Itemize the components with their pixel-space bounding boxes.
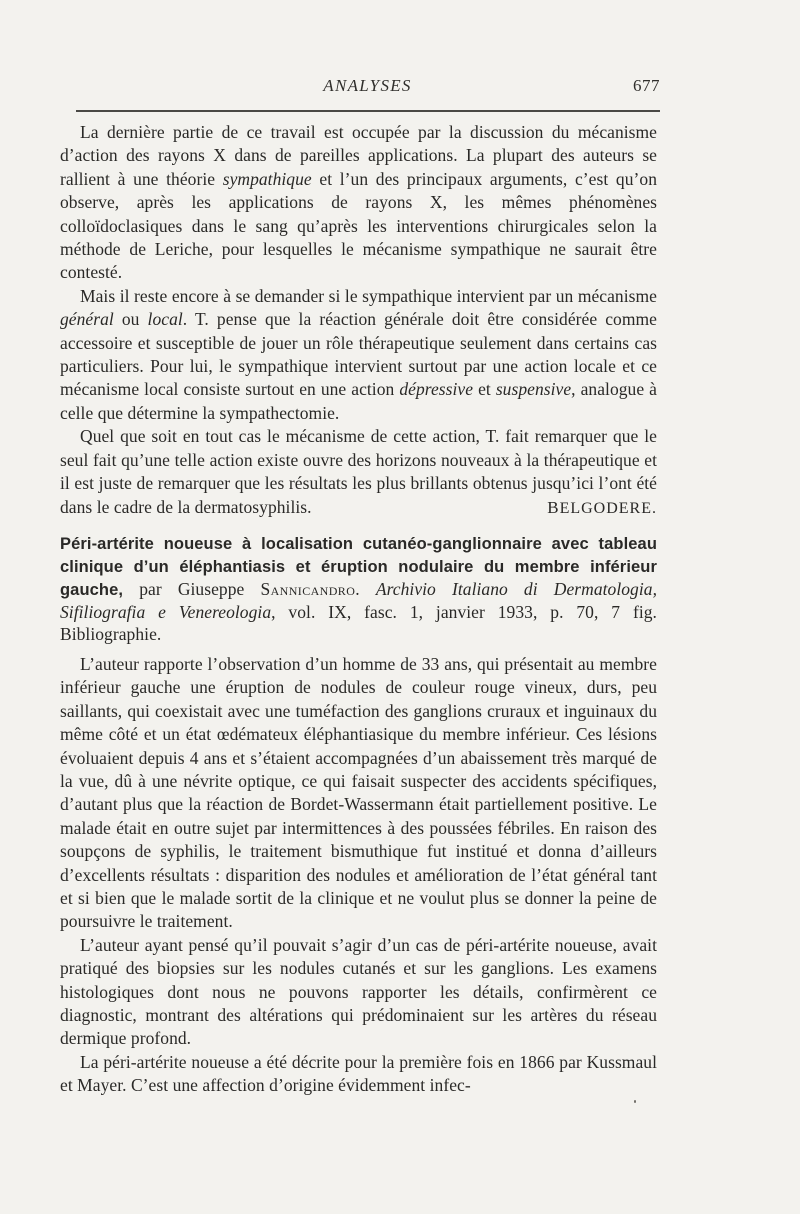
text-run: . T. pense que la réaction générale doit être considérée comme accessoire et susceptible de jouer un rôle thérapeutique seulement dans certains cas particuliers. Pour lui, le sympathique intervient surtout par une action locale et ce mécanisme local consiste surtout en une action [60,309,657,400]
reviewer-signature: BELGODERE. [547,497,657,517]
italic-run: dépressive [399,379,474,400]
text-run: L’auteur ayant pensé qu’il pouvait s’agir d’un cas de péri-artérite noueuse, avait pratiqué des biopsies sur les nodules cutanés et sur les ganglions. Les examens histologiques dont nous ne pouvons rapporter les détails, confirmèrent ce diagnostic, montrant des altérations qui prédominaient sur les artères du réseau dermique profond. [60,934,657,1049]
abstract-title: Péri-artérite noueuse à localisation cutanéo-ganglionnaire avec tableau clinique d’un éléphantiasis et éruption nodulaire du membre inférieur gauche, [60,534,657,599]
italic-run: local [147,309,183,330]
text-run: La péri-artérite noueuse a été décrite pour la première fois en 1866 par Kussmaul et Mayer. C’est une affection d’origine évidemment infec- [60,1051,657,1096]
abstract-heading [60,532,657,645]
citation-details: , vol. IX, fasc. 1, janvier 1933, p. 70, 7 fig. Bibliographie. [60,601,657,644]
article-body [60,121,657,1098]
text-run: La dernière partie de ce travail est occupée par la discussion du mécanisme d’action des rayons X dans de pareilles applications. La plupart des auteurs se rallient à une théorie [60,122,657,189]
paragraph [60,1051,657,1098]
paragraph [60,934,657,1051]
italic-run: suspensive [495,379,572,400]
text-run: et l’un des principaux arguments, c’est qu’on observe, après les applications de rayons X, les mêmes phénomènes colloïdoclasiques dans le sang qu’après les interventions chirurgicales selon la méthode de Leriche, pour lesquelles le mécanisme sympathique ne saurait être contesté. [60,168,657,283]
section-2 [60,653,657,1098]
text-run: ou [113,309,148,330]
text-run: , analogue à celle que détermine la sympathectomie. [60,379,657,423]
section-1 [60,121,657,520]
author-name: Sannicandro [260,578,356,599]
header-rule [76,110,660,112]
paragraph [60,121,657,285]
page-header [75,76,660,102]
text-run: L’auteur rapporte l’observation d’un homme de 33 ans, qui présentait au membre inférieur gauche une éruption de nodules de couleur rouge vineux, durs, peu saillants, qui coexistait avec une tuméfaction des ganglions cruraux et inguinaux du même côté et un état œdémateux éléphantiasique du membre inférieur. Ces lésions évoluaient depuis 4 ans et s’étaient accompagnées d’un abaissement très marqué de la vue, dû à une névrite optique, ce qui faisait suspecter des accidents spécifiques, d’autant plus que la réaction de Bordet-Wassermann était partiellement positive. Le malade était en outre sujet par intermittences à des poussées fébriles. En raison des soupçons de syphilis, le traitement bismuthique fut institué et donna d’ailleurs d’excellents résultats : disparition des nodules et amélioration de l’état général tant et si bien que le malade sortit de la clinique et ne voulut plus se donner la peine de poursuivre le traitement. [60,653,657,932]
journal-name: Archivio Italiano di Dermatologia, Sifiliografia e Venereologia [60,578,657,622]
page-number: 677 [633,76,660,95]
text-run: et [473,379,496,400]
paragraph [60,653,657,934]
author-separator: . [355,578,376,599]
text-run: Quel que soit en tout cas le mécanisme de cette action, T. fait remarquer que le seul fait qu’une telle action existe ouvre des horizons nouveaux à la thérapeutique et il est juste de remarquer que les résultats les plus brillants obtenus jusqu’ici l’ont été dans le cadre de la dermatosyphilis. [60,426,657,517]
italic-run: sympathique [222,168,312,189]
paragraph [60,285,657,425]
text-run: Mais il reste encore à se demander si le sympathique intervient par un mécanisme [80,285,657,306]
by-label: par Giuseppe [123,578,261,599]
italic-run: général [60,309,114,330]
paper-speck [634,1100,636,1103]
running-title: ANALYSES [323,76,412,95]
